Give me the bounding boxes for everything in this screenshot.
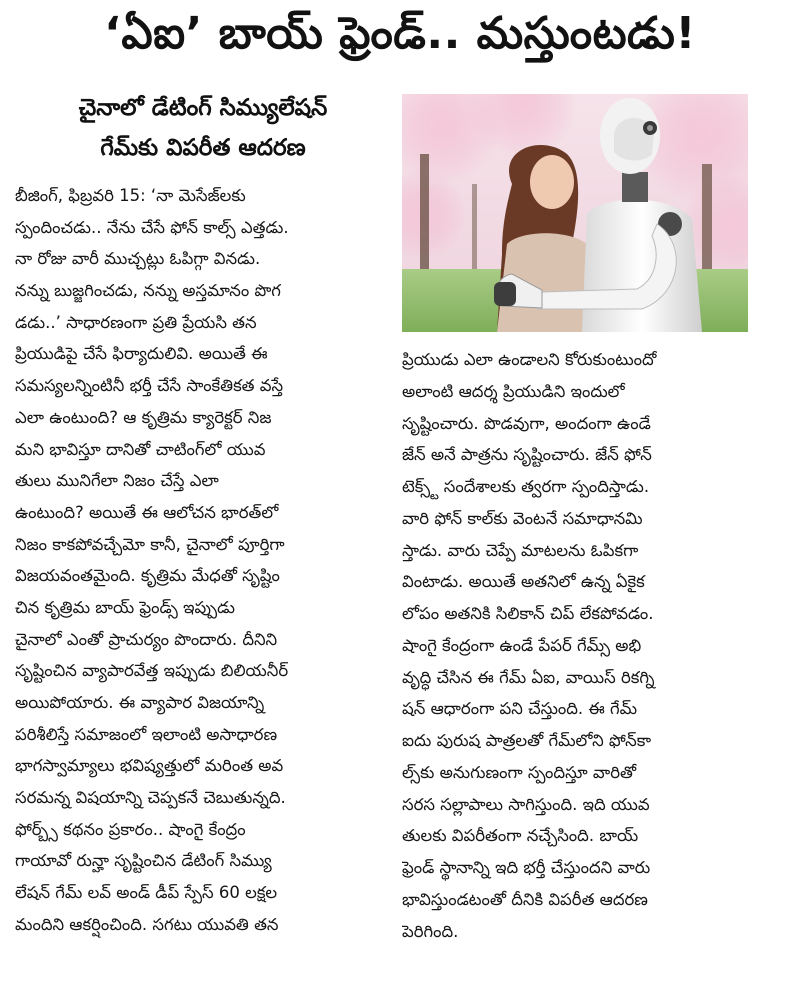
text-line: వింటాడు. అయితే అతనిలో ఉన్న ఏకైక bbox=[402, 572, 645, 592]
text-line: అలాంటి ఆదర్శ ప్రియుడిని ఇందులో bbox=[402, 381, 625, 401]
text-line: తులకు విపరీతంగా నచ్చేసింది. బాయ్ bbox=[402, 826, 639, 846]
text-line: భావిస్తుండటంతో దీనికి విపరీత ఆదరణ bbox=[402, 889, 648, 909]
text-line: సృష్టించారు. పొడవుగా, అందంగా ఉండే bbox=[402, 413, 651, 433]
text-line: ఫోర్బ్స్ కథనం ప్రకారం.. షాంగై కేంద్రం bbox=[15, 819, 246, 839]
text-line: లోపం అతనికి సిలికాన్ చిప్ లేకపోవడం. bbox=[402, 604, 654, 623]
text-line: ఫ్రెండ్ స్థానాన్ని ఇది భర్తీ చేస్తుందని వారు bbox=[402, 858, 651, 877]
text-line: పరిశీలిస్తే సమాజంలో ఇలాంటి అసాధారణ bbox=[15, 724, 278, 744]
text-line: అయిపోయారు. ఈ వ్యాపార విజయాన్ని bbox=[15, 693, 265, 712]
text-line: విజయవంతమైంది. కృత్రిమ మేధతో సృష్టిం bbox=[15, 566, 280, 586]
text-line: మందిని ఆకర్షించింది. సగటు యువతి తన bbox=[15, 914, 279, 934]
text-line: చిన కృత్రిమ బాయ్ ఫ్రెండ్స్ ఇప్పుడు bbox=[15, 597, 236, 617]
text-line: డడు..’ సాధారణంగా ప్రతి ప్రేయసి తన bbox=[15, 312, 257, 332]
robot-hugging-woman-photo bbox=[402, 94, 748, 332]
subheading bbox=[22, 88, 384, 168]
subheading-line: చైనాలో డేటింగ్ సిమ్యులేషన్ bbox=[78, 95, 328, 121]
text-line: టెక్స్ట్ సందేశాలకు త్వరగా స్పందిస్తాడు. bbox=[402, 477, 650, 496]
text-line: లేషన్ గేమ్ లవ్ అండ్ డీప్ స్పేస్ 60 లక్షల bbox=[15, 883, 278, 903]
text-line: స్పందించడు.. నేను చేసే ఫోన్ కాల్స్ ఎత్తడు. bbox=[15, 217, 289, 237]
headline: ‘ఏఐ’ బాయ్ ఫ్రెండ్.. మస్తుంటడు! bbox=[104, 8, 696, 59]
text-line: గాయావో రున్హా సృష్టించిన డేటింగ్ సిమ్యు bbox=[15, 851, 272, 871]
text-line: నన్ను బుజ్జగించడు, నన్ను అస్తమానం పొగ bbox=[15, 281, 281, 301]
text-line: షాంగై కేంద్రంగా ఉండే పేపర్ గేమ్స్ అభి bbox=[402, 635, 642, 655]
text-line: సరమన్న విషయాన్ని చెప్పకనే చెబుతున్నది. bbox=[15, 788, 286, 808]
text-line: ల్స్‌కు అనుగుణంగా స్పందిస్తూ వారితో bbox=[402, 762, 637, 782]
text-line: సరస సల్లాపాలు సాగిస్తుంది. ఇది యువ bbox=[402, 794, 650, 814]
text-line: ప్రియుడు ఎలా ఉండాలని కోరుకుంటుందో bbox=[402, 350, 657, 369]
text-line: నా రోజు వారీ ముచ్చట్లు ఓపిగ్గా వినడు. bbox=[15, 249, 261, 269]
text-line: జేన్ అనే పాత్రను సృష్టించారు. జేన్ ఫోన్ bbox=[402, 445, 652, 465]
text-line: ఎలా ఉంటుంది? ఆ కృత్రిమ క్యారెక్టర్ నిజ bbox=[15, 407, 272, 427]
text-line: ఉంటుంది? అయితే ఈ ఆలోచన భారత్‌లో bbox=[15, 502, 279, 522]
text-line: స్తాడు. వారు చెప్పే మాటలను ఓపికగా bbox=[402, 540, 639, 560]
text-line: నిజం కాకపోవచ్చేమో కానీ, చైనాలో పూర్తిగా bbox=[15, 534, 285, 554]
text-line: తులు మునిగేలా నిజం చేస్తే ఎలా bbox=[15, 471, 219, 491]
article-body-right-column bbox=[402, 344, 750, 947]
text-line: బీజింగ్, ఫిబ్రవరి 15: ‘నా మెసేజ్‌లకు bbox=[15, 186, 246, 205]
text-line: సమస్యలన్నింటినీ భర్తీ చేసే సాంకేతికత వస్తే bbox=[15, 376, 284, 396]
text-line: వారి ఫోన్ కాల్‌కు వెంటనే సమాధానమి bbox=[402, 508, 643, 528]
text-line: ప్రియుడిపై చేసే ఫిర్యాదులివి. అయితే ఈ bbox=[15, 344, 268, 364]
text-line: చైనాలో ఎంతో ప్రాచుర్యం పొందారు. దీనిని bbox=[15, 629, 278, 649]
text-line: సృష్టించిన వ్యాపారవేత్త ఇప్పుడు బిలియనీర్ bbox=[15, 661, 289, 681]
text-line: షన్ ఆధారంగా పని చేస్తుంది. ఈ గేమ్ bbox=[402, 699, 638, 719]
text-line: భాగస్వామ్యాలు భవిష్యత్తులో మరింత అవ bbox=[15, 756, 284, 776]
text-line: పెరిగింది. bbox=[402, 921, 459, 941]
subheading-line: గేమ్‌కు విపరీత ఆదరణ bbox=[100, 135, 306, 161]
text-line: మని భావిస్తూ దానితో చాటింగ్‌లో యువ bbox=[15, 439, 266, 459]
text-line: వృద్ధి చేసిన ఈ గేమ్ ఏఐ, వాయిస్ రికగ్ని bbox=[402, 667, 655, 687]
text-line: ఐదు పురుష పాత్రలతో గేమ్‌లోని ఫోన్‌కా bbox=[402, 731, 652, 750]
article-body-left-column bbox=[15, 180, 385, 941]
